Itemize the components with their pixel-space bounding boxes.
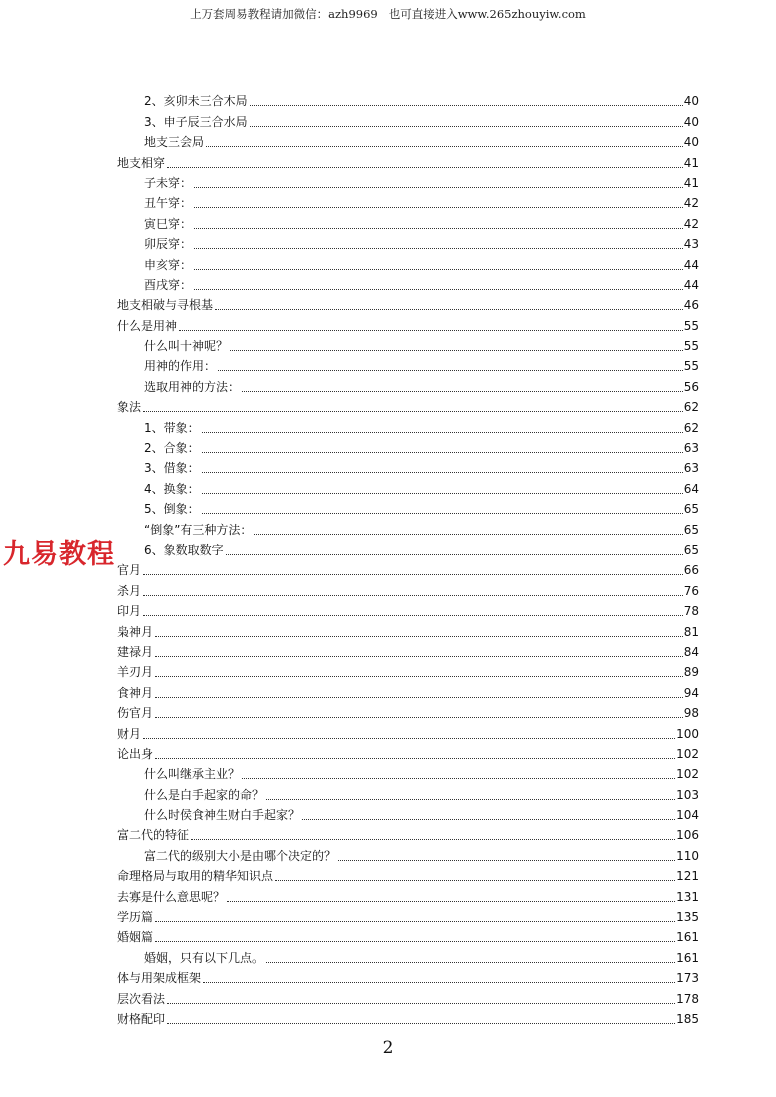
dot-leader [194, 248, 683, 249]
dot-leader [215, 309, 683, 310]
dot-leader [206, 146, 683, 147]
dot-leader [202, 432, 683, 433]
toc-entry[interactable] [117, 354, 699, 374]
toc-entry-title: 1、带象： [144, 420, 200, 435]
dot-leader [167, 167, 683, 168]
dot-leader [242, 391, 683, 392]
toc-entry-title: 羊刃月 [117, 665, 154, 680]
toc-entry[interactable] [117, 293, 699, 313]
toc-entry[interactable] [117, 395, 699, 415]
toc-entry-title: 选取用神的方法： [144, 379, 241, 394]
toc-entry[interactable] [117, 966, 699, 986]
toc-entry[interactable] [117, 374, 699, 394]
toc-entry[interactable] [117, 456, 699, 476]
toc-entry-title: 论出身 [117, 746, 154, 761]
toc-entry[interactable] [117, 130, 699, 150]
dot-leader [155, 921, 675, 922]
dot-leader [155, 941, 675, 942]
toc-entry[interactable] [117, 986, 699, 1006]
toc-entry-page: 185 [676, 1011, 699, 1026]
watermark-logo: 九易教程 [3, 539, 115, 570]
toc-entry-title: 酉戌穿： [144, 277, 193, 292]
toc-entry[interactable] [117, 578, 699, 598]
dot-leader [218, 370, 683, 371]
dot-leader [194, 228, 683, 229]
dot-leader [203, 982, 675, 983]
toc-entry-title: 子未穿： [144, 175, 193, 190]
toc-entry[interactable] [117, 884, 699, 904]
toc-entry[interactable] [117, 436, 699, 456]
dot-leader [194, 187, 683, 188]
toc-entry-title: 申亥穿： [144, 257, 193, 272]
dot-leader [155, 656, 683, 657]
toc-entry-title: 印月 [117, 604, 142, 619]
toc-entry-page: 102 [676, 767, 699, 782]
toc-entry-page: 104 [676, 808, 699, 823]
dot-leader [143, 411, 683, 412]
toc-entry[interactable] [117, 313, 699, 333]
toc-entry-page: 44 [683, 257, 699, 272]
toc-entry-title: 2、亥卯未三合木局 [144, 94, 248, 109]
toc-entry-page: 43 [683, 237, 699, 252]
toc-entry-title: 财格配印 [117, 1011, 166, 1026]
toc-entry[interactable] [117, 803, 699, 823]
toc-entry-title: 4、换象： [144, 481, 200, 496]
dot-leader [155, 676, 683, 677]
toc-entry-title: “倒象”有三种方法： [144, 522, 253, 537]
page-number: 2 [382, 1038, 394, 1058]
dot-leader [242, 778, 675, 779]
toc-entry[interactable] [117, 823, 699, 843]
toc-entry-page: 40 [683, 135, 699, 150]
toc-entry-page: 40 [683, 114, 699, 129]
toc-entry-title: 婚姻篇 [117, 930, 154, 945]
toc-entry-page: 55 [683, 339, 699, 354]
dot-leader [338, 860, 675, 861]
toc-entry-title: 卯辰穿： [144, 237, 193, 252]
page-header-text: 上万套周易教程请加微信：azh9969 也可直接进入www.265zhouyiw.com [190, 7, 586, 21]
toc-entry[interactable] [117, 742, 699, 762]
toc-entry-page: 89 [683, 665, 699, 680]
toc-entry-page: 42 [683, 196, 699, 211]
toc-entry-page: 62 [683, 420, 699, 435]
dot-leader [202, 493, 683, 494]
toc-entry[interactable] [117, 782, 699, 802]
toc-entry[interactable] [117, 864, 699, 884]
toc-entry-title: 杀月 [117, 583, 142, 598]
dot-leader [143, 574, 683, 575]
toc-entry-page: 63 [683, 441, 699, 456]
dot-leader [155, 758, 675, 759]
dot-leader [254, 534, 682, 535]
dot-leader [143, 615, 683, 616]
toc-entry-title: 3、申子辰三合水局 [144, 114, 248, 129]
toc-entry[interactable] [117, 640, 699, 660]
toc-entry-title: 象法 [117, 400, 142, 415]
toc-entry[interactable] [117, 762, 699, 782]
toc-entry[interactable] [117, 109, 699, 129]
toc-entry-page: 55 [683, 359, 699, 374]
toc-entry-title: 伤官月 [117, 706, 154, 721]
toc-entry-title: 枭神月 [117, 624, 154, 639]
toc-entry-page: 42 [683, 216, 699, 231]
dot-leader [167, 1023, 675, 1024]
dot-leader [194, 269, 683, 270]
toc-entry-title: 地支三会局 [144, 135, 205, 150]
toc-entry-title: 什么是用神 [117, 318, 178, 333]
toc-entry-page: 81 [683, 624, 699, 639]
toc-entry[interactable] [117, 211, 699, 231]
dot-leader [230, 350, 683, 351]
dot-leader [143, 595, 683, 596]
toc-entry-title: 5、倒象： [144, 502, 200, 517]
toc-entry[interactable] [117, 599, 699, 619]
dot-leader [275, 880, 675, 881]
toc-entry-page: 102 [676, 746, 699, 761]
toc-entry-title: 丑午穿： [144, 196, 193, 211]
toc-entry-title: 官月 [117, 563, 142, 578]
toc-entry-page: 161 [676, 950, 699, 965]
toc-entry[interactable] [117, 680, 699, 700]
toc-entry-page: 84 [683, 644, 699, 659]
toc-entry[interactable] [117, 517, 699, 537]
toc-entry-page: 64 [683, 481, 699, 496]
toc-entry-page: 76 [683, 583, 699, 598]
toc-entry-page: 65 [683, 522, 699, 537]
toc-entry-page: 110 [676, 848, 699, 863]
toc-entry[interactable] [117, 945, 699, 965]
toc-entry-title: 婚姻，只有以下几点。 [144, 950, 265, 965]
toc-entry-page: 63 [683, 461, 699, 476]
toc-entry[interactable] [117, 476, 699, 496]
dot-leader [250, 126, 683, 127]
dot-leader [202, 513, 683, 514]
table-of-contents [117, 89, 699, 1027]
toc-entry-page: 94 [683, 685, 699, 700]
toc-entry-title: 用神的作用： [144, 359, 217, 374]
toc-entry-title: 什么是白手起家的命？ [144, 787, 265, 802]
toc-entry-page: 41 [683, 155, 699, 170]
toc-entry-page: 65 [683, 502, 699, 517]
toc-entry-page: 66 [683, 563, 699, 578]
toc-entry-page: 65 [683, 542, 699, 557]
dot-leader [143, 738, 675, 739]
toc-entry-title: 6、象数取数字 [144, 542, 224, 557]
toc-entry[interactable] [117, 925, 699, 945]
toc-entry[interactable] [117, 334, 699, 354]
toc-entry-title: 层次看法 [117, 991, 166, 1006]
toc-entry-title: 财月 [117, 726, 142, 741]
toc-entry-title: 富二代的级别大小是由哪个决定的？ [144, 848, 337, 863]
toc-entry[interactable] [117, 721, 699, 741]
toc-entry-page: 135 [676, 910, 699, 925]
toc-entry-title: 体与用架成框架 [117, 971, 202, 986]
toc-entry[interactable] [117, 415, 699, 435]
toc-entry-title: 食神月 [117, 685, 154, 700]
toc-entry-title: 命理格局与取用的精华知识点 [117, 869, 274, 884]
toc-entry-page: 56 [683, 379, 699, 394]
toc-entry-page: 131 [676, 889, 699, 904]
toc-entry-page: 178 [676, 991, 699, 1006]
toc-entry-title: 什么时侯食神生财白手起家？ [144, 808, 301, 823]
dot-leader [179, 330, 683, 331]
toc-entry-page: 103 [676, 787, 699, 802]
toc-entry-title: 建禄月 [117, 644, 154, 659]
toc-entry[interactable] [117, 1007, 699, 1027]
toc-entry-title: 什么叫十神呢？ [144, 339, 229, 354]
toc-entry-page: 46 [683, 298, 699, 313]
toc-entry-title: 学历篇 [117, 910, 154, 925]
toc-entry-title: 地支相穿 [117, 155, 166, 170]
toc-entry-page: 98 [683, 706, 699, 721]
toc-entry-page: 62 [683, 400, 699, 415]
dot-leader [226, 554, 683, 555]
toc-entry-page: 100 [676, 726, 699, 741]
dot-leader [266, 799, 675, 800]
toc-entry[interactable] [117, 497, 699, 517]
toc-entry-title: 3、借象： [144, 461, 200, 476]
toc-entry-page: 55 [683, 318, 699, 333]
toc-entry[interactable] [117, 701, 699, 721]
toc-entry-page: 40 [683, 94, 699, 109]
toc-entry-page: 161 [676, 930, 699, 945]
dot-leader [250, 105, 683, 106]
toc-entry-title: 富二代的特征 [117, 828, 190, 843]
dot-leader [191, 839, 675, 840]
toc-entry[interactable] [117, 150, 699, 170]
dot-leader [194, 207, 683, 208]
dot-leader [302, 819, 675, 820]
toc-entry-title: 寅巳穿： [144, 216, 193, 231]
toc-entry-title: 什么叫继承主业？ [144, 767, 241, 782]
toc-entry[interactable] [117, 232, 699, 252]
toc-entry[interactable] [117, 273, 699, 293]
toc-entry[interactable] [117, 558, 699, 578]
toc-entry[interactable] [117, 660, 699, 680]
toc-entry[interactable] [117, 905, 699, 925]
toc-entry-page: 44 [683, 277, 699, 292]
toc-entry-page: 121 [676, 869, 699, 884]
dot-leader [202, 452, 683, 453]
dot-leader [266, 962, 675, 963]
toc-entry[interactable] [117, 191, 699, 211]
toc-entry[interactable] [117, 843, 699, 863]
dot-leader [155, 717, 683, 718]
dot-leader [155, 636, 683, 637]
dot-leader [194, 289, 683, 290]
toc-entry-title: 2、合象： [144, 441, 200, 456]
toc-entry-title: 去寡是什么意思呢？ [117, 889, 226, 904]
toc-entry[interactable] [117, 538, 699, 558]
dot-leader [202, 472, 683, 473]
toc-entry-page: 41 [683, 175, 699, 190]
dot-leader [155, 697, 683, 698]
toc-entry-page: 106 [676, 828, 699, 843]
toc-entry-page: 78 [683, 604, 699, 619]
dot-leader [167, 1003, 675, 1004]
toc-entry[interactable] [117, 171, 699, 191]
toc-entry[interactable] [117, 89, 699, 109]
dot-leader [227, 901, 675, 902]
toc-entry-page: 173 [676, 971, 699, 986]
toc-entry[interactable] [117, 252, 699, 272]
toc-entry-title: 地支相破与寻根基 [117, 298, 214, 313]
toc-entry[interactable] [117, 619, 699, 639]
